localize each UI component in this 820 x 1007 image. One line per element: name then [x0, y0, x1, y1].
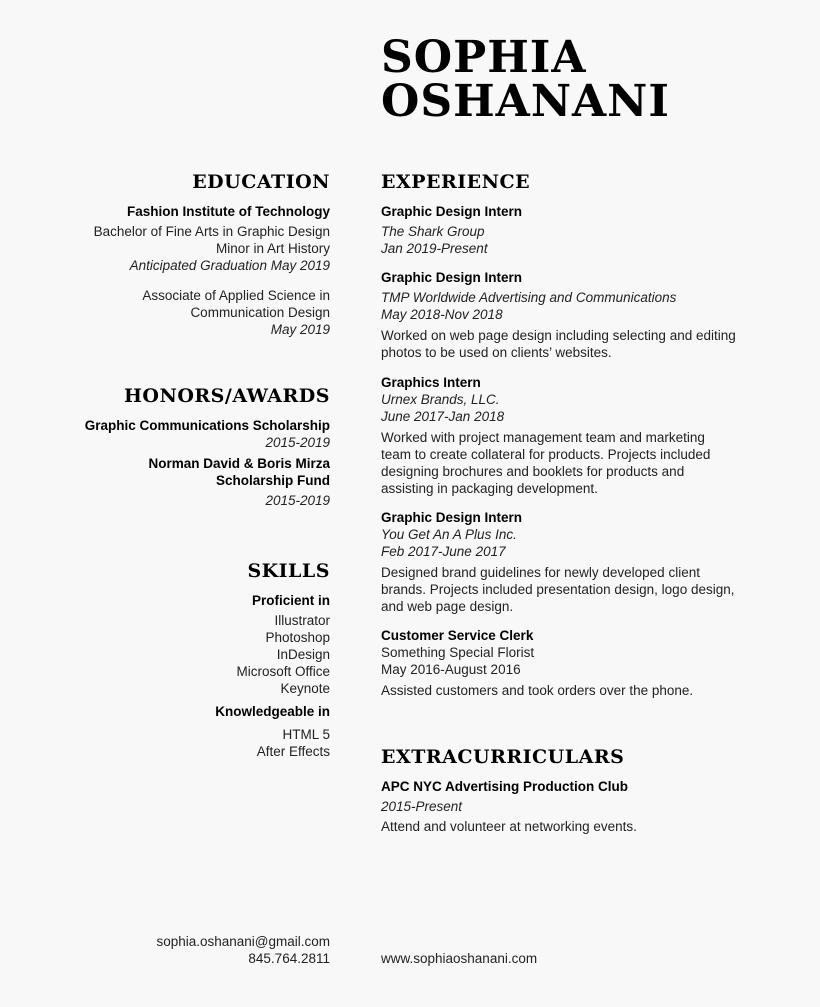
degree2-line2: Communication Design [190, 305, 330, 320]
skills-section [215, 560, 330, 760]
job-entry [381, 509, 781, 615]
job-dates: Feb 2017-June 2017 [381, 544, 506, 559]
job-dates: June 2017-Jan 2018 [381, 409, 505, 424]
award2-date: 2015-2019 [265, 493, 330, 508]
contact-email[interactable]: sophia.oshanani@gmail.com [156, 934, 330, 949]
honors-heading: HONORS/AWARDS [123, 385, 330, 407]
skill-item: Keynote [280, 681, 330, 696]
club-dates: 2015-Present [381, 799, 463, 814]
skill-item: Microsoft Office [236, 664, 330, 679]
job-entry [381, 203, 781, 257]
job-company: Urnex Brands, LLC. [381, 392, 500, 407]
job-description: Designed brand guidelines for newly developed client brands. Projects included presentation design, logo design, and web page design. [381, 565, 735, 614]
website-info [381, 950, 781, 967]
resume-name [381, 32, 670, 127]
education-heading: EDUCATION [192, 171, 330, 193]
job-company: The Shark Group [381, 224, 485, 239]
proficient-list [215, 612, 330, 697]
education-section [94, 171, 330, 338]
job-company: You Get An A Plus Inc. [381, 527, 517, 542]
contact-phone[interactable]: 845.764.2811 [248, 951, 330, 966]
proficient-label: Proficient in [251, 593, 330, 608]
contact-info [156, 933, 330, 967]
degree1-line2: Minor in Art History [215, 241, 330, 256]
job-dates: May 2016-August 2016 [381, 662, 521, 677]
experience-section [381, 171, 781, 699]
last-name: OSHANANI [381, 76, 670, 127]
honors-section [85, 385, 330, 509]
award1-date: 2015-2019 [265, 435, 330, 450]
job-dates: Jan 2019-Present [381, 241, 488, 256]
job-entry [381, 374, 781, 497]
job-title: Graphic Design Intern [381, 204, 523, 219]
knowledgeable-label: Knowledgeable in [215, 704, 330, 719]
skill-item: Photoshop [265, 630, 330, 645]
degree2-line1: Associate of Applied Science in [142, 288, 330, 303]
award1-name: Graphic Communications Scholarship [84, 418, 330, 433]
job-description: Worked on web page design including selecting and editing photos to be used on clients’ websites. [381, 328, 736, 360]
skill-item: HTML 5 [282, 727, 330, 742]
skill-item: After Effects [256, 744, 330, 759]
extracurriculars-section [381, 746, 781, 835]
award2-line2: Scholarship Fund [215, 473, 330, 488]
degree1-date: Anticipated Graduation May 2019 [129, 258, 330, 273]
skill-item: InDesign [276, 647, 330, 662]
degree1-line1: Bachelor of Fine Arts in Graphic Design [93, 224, 330, 239]
degree2-date: May 2019 [270, 322, 330, 337]
job-description: Assisted customers and took orders over the phone. [381, 683, 694, 698]
experience-heading: EXPERIENCE [381, 171, 531, 193]
first-name: SOPHIA [381, 32, 587, 83]
job-title: Graphic Design Intern [381, 270, 523, 285]
knowledgeable-list [215, 726, 330, 760]
job-company: Something Special Florist [381, 645, 535, 660]
job-company: TMP Worldwide Advertising and Communications [381, 290, 677, 305]
extracurriculars-heading: EXTRACURRICULARS [381, 746, 625, 768]
job-title: Customer Service Clerk [381, 628, 534, 643]
job-entry [381, 627, 781, 699]
contact-website[interactable]: www.sophiaoshanani.com [381, 951, 538, 966]
club-description: Attend and volunteer at networking events. [381, 819, 637, 834]
award2-line1: Norman David & Boris Mirza [148, 456, 330, 471]
job-entry [381, 269, 781, 361]
club-name: APC NYC Advertising Production Club [381, 779, 629, 794]
job-dates: May 2018-Nov 2018 [381, 307, 503, 322]
job-title: Graphic Design Intern [381, 510, 523, 525]
skill-item: Illustrator [274, 613, 330, 628]
job-description: Worked with project management team and marketing team to create collateral for products. Projects included designing brochures and booklets for products and assisting in packaging development. [381, 430, 711, 496]
job-title: Graphics Intern [381, 375, 481, 390]
school-name: Fashion Institute of Technology [127, 204, 330, 219]
skills-heading: SKILLS [247, 560, 330, 582]
